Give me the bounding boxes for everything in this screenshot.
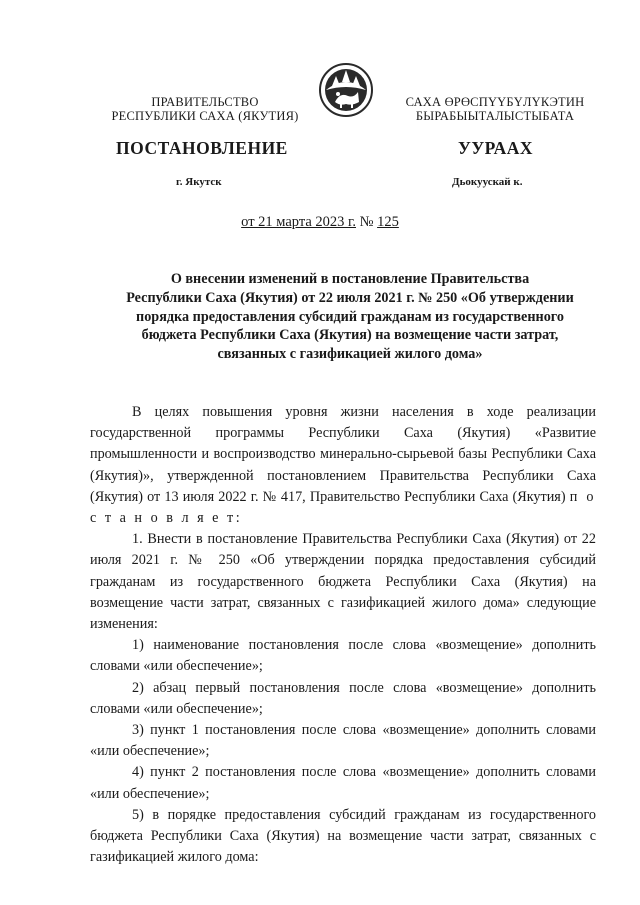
subitem-1: 1) наименование постановления после слова «возмещение» дополнить словами «или обеспечение»; (90, 637, 596, 675)
government-name-ru (110, 95, 300, 123)
paragraph-item-1: 1. Внести в постановление Правительства Республики Саха (Якутия) от 22 июля 2021 г. № 250 «Об утверждении порядка предоставления субсидий гражданам из государственного бюджета Республики Саха (Якутия) на возмещение части затрат, связанных с газификацией жилого дома» следующие изменения: (90, 531, 596, 633)
city-ru: г. Якутск (176, 176, 222, 188)
number-sign: № (359, 214, 374, 230)
government-name-sakha-line2: БЫРАБЫЫТАЛЫСТЫБАТА (415, 109, 575, 123)
subject-line: связанных с газификацией жилого дома» (217, 346, 483, 363)
subject-line: Республики Саха (Якутия) от 22 июля 2021 г. № 250 «Об утверждении (126, 289, 574, 306)
subitem-3: 3) пункт 1 постановления после слова «возмещение» дополнить словами «или обеспечение»; (90, 722, 596, 760)
date-and-number (0, 214, 640, 231)
subitem-5: 5) в порядке предоставления субсидий гражданам из государственного бюджета Республики Саха (Якутия) на возмещение части затрат, связанных с газификацией жилого дома: (90, 806, 596, 866)
government-name-sakha-line1: САХА ӨРӨСПҮҮБҮЛҮКЭТИН (405, 95, 585, 109)
document-date: от 21 марта 2023 г. (241, 214, 356, 230)
subitem-2: 2) абзац первый постановления после слова «возмещение» дополнить словами «или обеспечение»; (90, 679, 596, 717)
government-name-ru-line1: ПРАВИТЕЛЬСТВО (151, 95, 259, 109)
government-name-ru-line2: РЕСПУБЛИКИ САХА (ЯКУТИЯ) (111, 109, 299, 123)
document-body (90, 402, 596, 868)
government-name-sakha (395, 95, 595, 123)
document-title-sakha: УУРААХ (458, 138, 534, 158)
intro-paragraph (90, 402, 596, 529)
subitem-4: 4) пункт 2 постановления после слова «возмещение» дополнить словами «или обеспечение»; (90, 764, 596, 802)
coat-of-arms-emblem-icon (318, 62, 374, 118)
subject-line: бюджета Республики Саха (Якутия) на возмещение части затрат, (141, 327, 559, 344)
intro-text: В целях повышения уровня жизни населения в ходе реализации государственной программы Республики Саха (Якутия) «Развитие промышленности и воспроизводство минерально-сырьевой базы Республики Саха (Якутия)», утвержденной постановлением Правительства Республики Саха (Якутия) от 13 июля 2022 г. № 417, Правительство Республики Саха (Якутия) (90, 404, 596, 505)
decree-word: п о с т а н о в л я е т: (90, 488, 597, 527)
document-number: 125 (377, 214, 399, 230)
city-sakha: Дьокуускай к. (452, 176, 523, 188)
subject-line: О внесении изменений в постановление Правительства (170, 271, 530, 287)
subject-line: порядка предоставления субсидий гражданам из государственного (136, 308, 564, 325)
document-subject (100, 270, 600, 364)
document-title-ru: ПОСТАНОВЛЕНИЕ (116, 138, 288, 158)
